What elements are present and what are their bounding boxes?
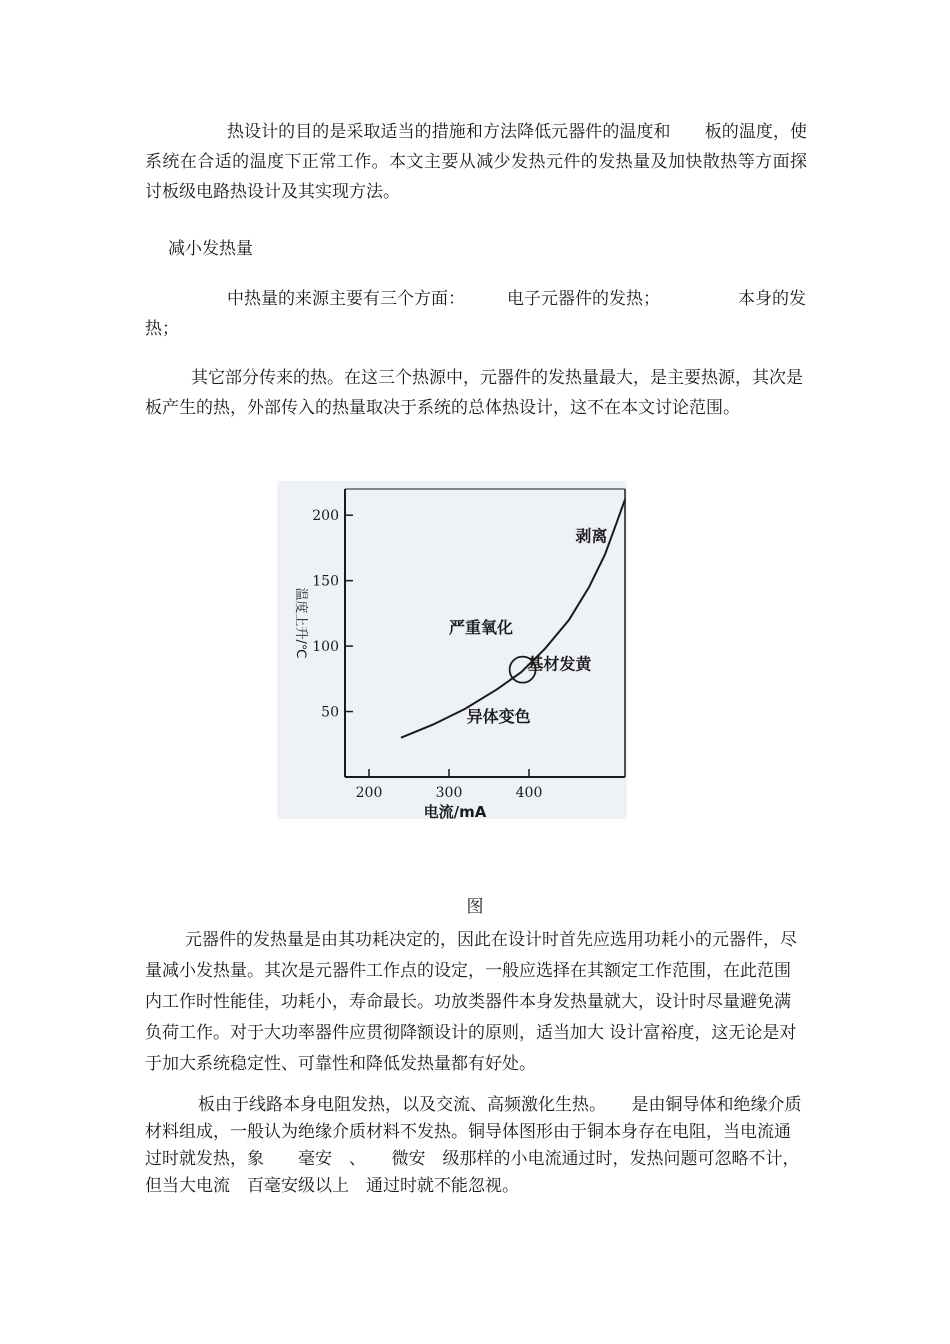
heat-sources-part2: 电子元器件的发热； bbox=[507, 289, 660, 309]
y-axis-label: 温度上升/℃ bbox=[293, 587, 308, 659]
y-tick-label: 200 bbox=[312, 508, 339, 525]
figure-caption: 图 bbox=[466, 897, 484, 917]
y-tick-label: 50 bbox=[321, 704, 339, 721]
component-heat-paragraph: 元器件的发热量是由其功耗决定的，因此在设计时首先应选用功耗小的元器件，尽量减小发热量。其次是元器件工作点的设定，一般应选择在其额定工作范围，在此范围内工作时性能佳，功耗小，寿命最长。功放类器件本身发热量就大，设计时尽量避免满负荷工作。对于大功率器件应贯彻降额设计的原则，适当加大 设计富裕度，这无论是对于加大系统稳定性、可靠性和降低发热量都有好处。 bbox=[145, 930, 797, 1074]
y-tick-label: 100 bbox=[312, 639, 339, 656]
temperature-current-chart bbox=[277, 481, 627, 819]
chart-annotation: 严重氧化 bbox=[448, 618, 514, 637]
pcb-heat-paragraph: 板由于线路本身电阻发热，以及交流、高频激化生热。 是由铜导体和绝缘介质材料组成，一般认为绝缘介质材料不发热。铜导体图形由于铜本身存在电阻，当电流通过时就发热，象 毫安 、 微安 级那样的小电流通过时，发热问题可忽略不计，但当大电流 百毫安级以上 通过时就不能忽视。 bbox=[145, 1095, 802, 1196]
chart-annotation: 异体变色 bbox=[466, 707, 531, 727]
intro-paragraph: 热设计的目的是采取适当的措施和方法降低元器件的温度和 板的温度，使系统在合适的温度下正常工作。本文主要从减少发热元件的发热量及加快散热等方面探讨板级电路热设计及其实现方法。 bbox=[145, 122, 807, 202]
other-sources-paragraph: 其它部分传来的热。在这三个热源中，元器件的发热量最大，是主要热源，其次是 板产生的热，外部传入的热量取决于系统的总体热设计，这不在本文讨论范围。 bbox=[145, 368, 837, 418]
heat-sources-part1: 中热量的来源主要有三个方面： bbox=[227, 289, 465, 309]
chart-annotation: 剥离 bbox=[575, 526, 608, 546]
heat-sources-part3: 本身的发热； bbox=[145, 289, 806, 339]
x-axis-label: 电流/mA bbox=[423, 803, 487, 819]
chart-svg bbox=[277, 481, 627, 819]
heat-sources-paragraph bbox=[145, 284, 807, 344]
x-tick-label: 200 bbox=[355, 785, 383, 801]
chart-annotation: 基材发黄 bbox=[527, 654, 592, 674]
y-tick-label: 150 bbox=[312, 573, 339, 590]
x-tick-label: 400 bbox=[515, 785, 543, 801]
section-heading: 减小发热量 bbox=[168, 239, 253, 259]
x-tick-label: 300 bbox=[435, 785, 463, 801]
